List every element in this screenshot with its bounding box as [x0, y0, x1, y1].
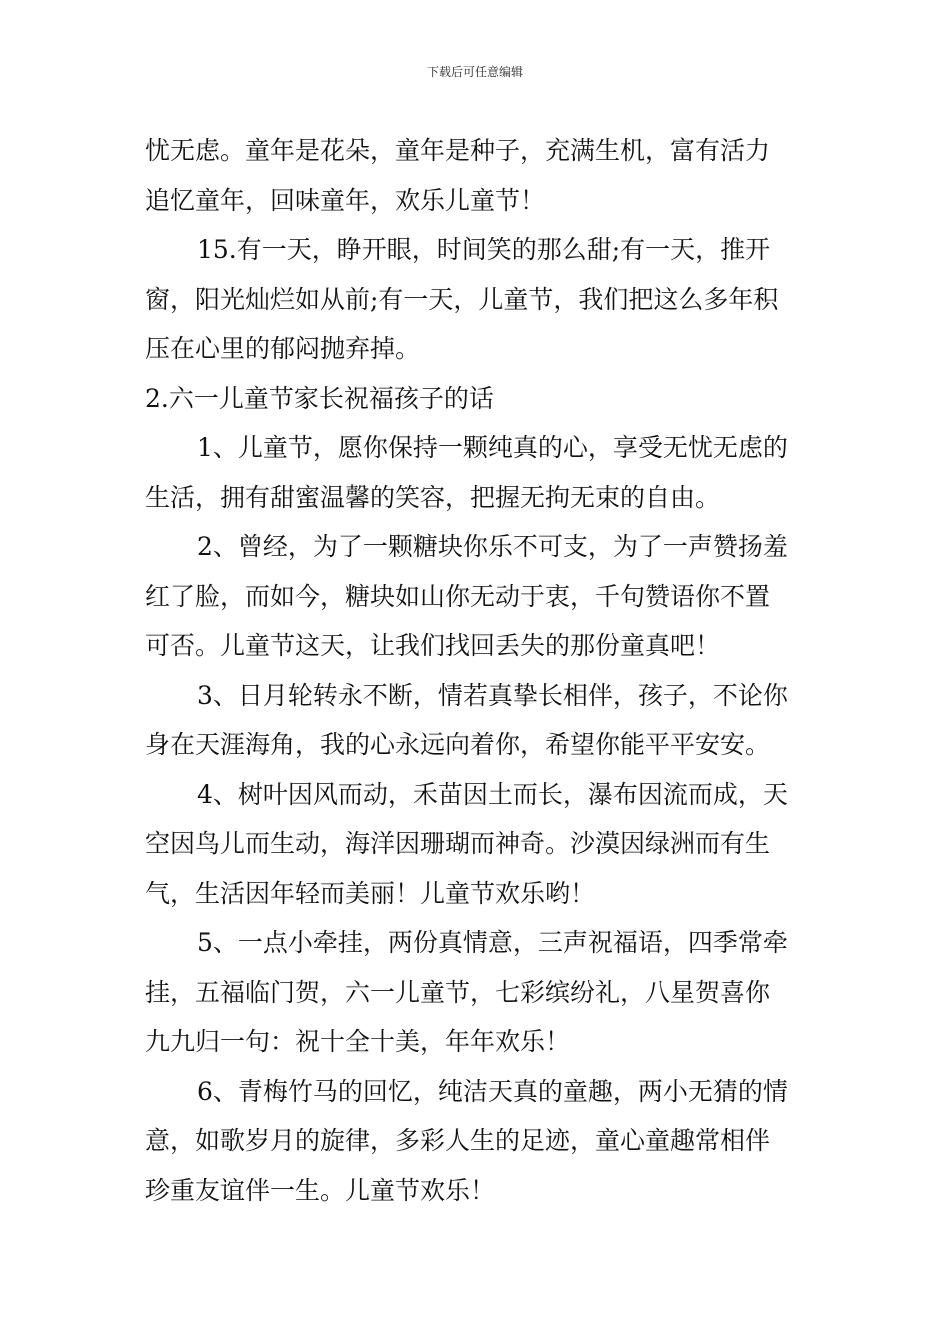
document-body — [145, 126, 810, 1215]
text-line: 4、树叶因风而动，禾苗因土而长，瀑布因流而成，天 — [197, 779, 788, 809]
text-line: 生活，拥有甜蜜温馨的笑容，把握无拘无束的自由。 — [145, 482, 721, 512]
text-line: 压在心里的郁闷抛弃掉。 — [145, 334, 421, 363]
text-line: 可否。儿童节这天，让我们找回丢失的那份童真吧！ — [145, 631, 721, 660]
text-line: 追忆童年，回味童年，欢乐儿童节！ — [145, 185, 546, 215]
text-line: 身在天涯海角，我的心永远向着你，希望你能平平安安。 — [145, 730, 771, 759]
text-line: 空因鸟儿而生动，海洋因珊瑚而神奇。沙漠因绿洲而有生 — [145, 829, 771, 858]
text-line: 红了脸，而如今，糖块如山你无动于衷，千句赞语你不置 — [145, 581, 771, 611]
section-heading: 2.六一儿童节家长祝福孩子的话 — [145, 383, 494, 413]
text-line: 气，生活因年轻而美丽！儿童节欢乐哟！ — [145, 878, 596, 908]
text-line: 2、曾经，为了一颗糖块你乐不可支，为了一声赞扬羞 — [197, 532, 788, 561]
text-line: 挂，五福临门贺，六一儿童节，七彩缤纷礼，八星贺喜你 — [145, 977, 771, 1007]
page-header: 下载后可任意编辑 — [426, 65, 523, 79]
text-line: 15.有一天，睁开眼，时间笑的那么甜;有一天，推开 — [197, 235, 771, 264]
text-line: 5、一点小牵挂，两份真情意，三声祝福语，四季常牵 — [197, 928, 788, 957]
text-line: 忧无虑。童年是花朵，童年是种子，充满生机，富有活力 — [145, 136, 771, 165]
text-line: 3、日月轮转永不断，情若真挚长相伴，孩子，不论你 — [197, 680, 788, 710]
text-line: 九九归一句：祝十全十美，年年欢乐！ — [145, 1027, 571, 1056]
text-line: 窗，阳光灿烂如从前;有一天，儿童节，我们把这么多年积 — [145, 284, 779, 314]
text-line: 意，如歌岁月的旋律，多彩人生的足迹，童心童趣常相伴 — [145, 1126, 771, 1155]
text-line: 1、儿童节，愿你保持一颗纯真的心，享受无忧无虑的 — [197, 433, 788, 462]
text-line: 6、青梅竹马的回忆，纯洁天真的童趣，两小无猜的情 — [197, 1076, 788, 1106]
text-line: 珍重友谊伴一生。儿童节欢乐！ — [145, 1175, 496, 1205]
